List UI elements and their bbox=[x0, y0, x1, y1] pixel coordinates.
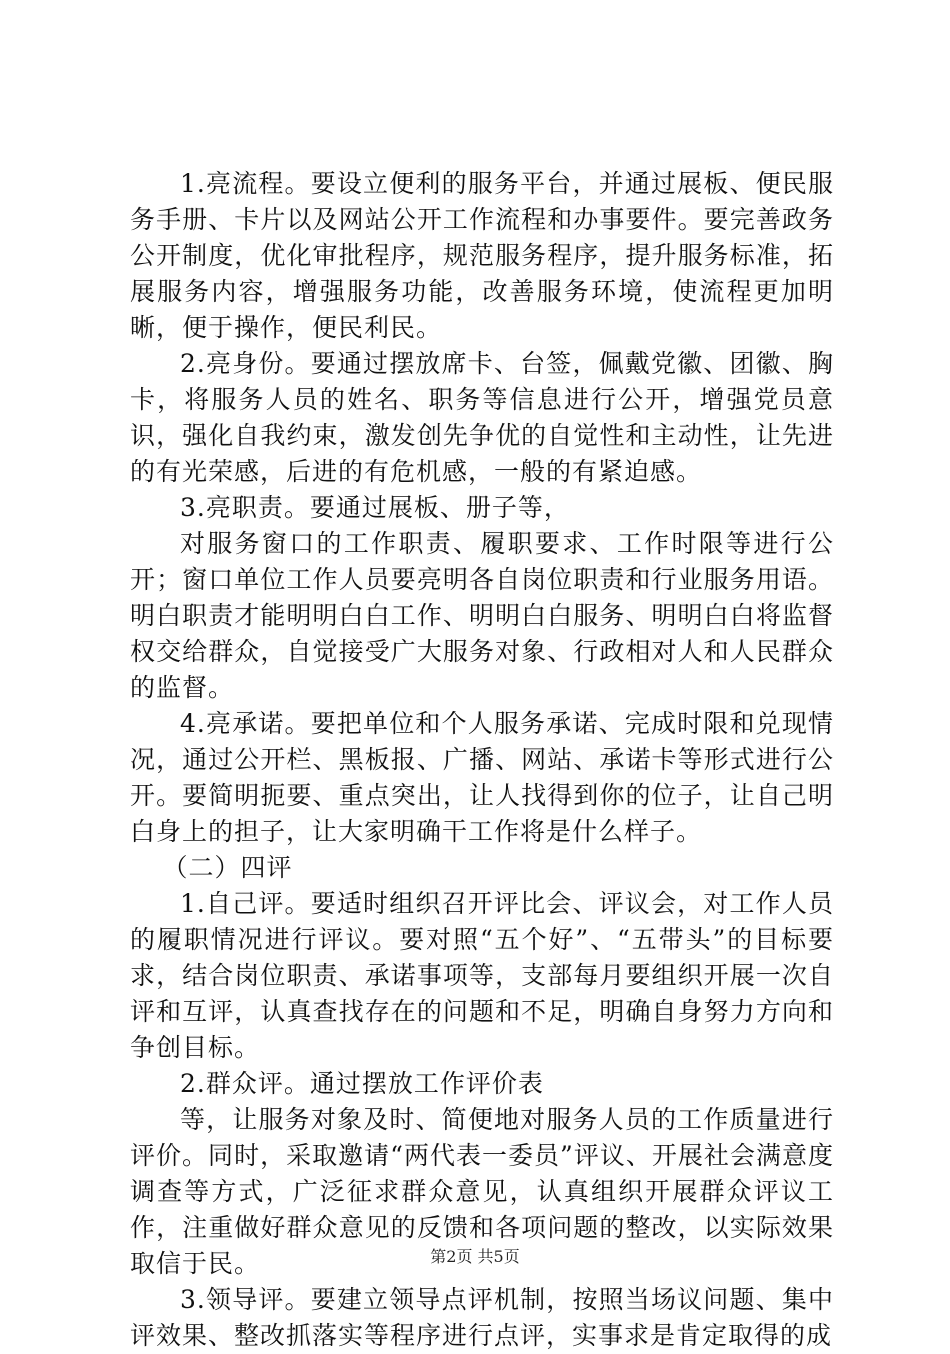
paragraph-liang-shenfen: 2.亮身份。要通过摆放席卡、台签，佩戴党徽、团徽、胸卡，将服务人员的姓名、职务等信息进行公开，增强党员意识，强化自我约束，激发创先争优的自觉性和主动性，让先进的有光荣感，后进的有危机感，一般的有紧迫感。 bbox=[130, 349, 834, 486]
paragraph-qunzhong-ping: 2.群众评。通过摆放工作评价表 bbox=[180, 1069, 544, 1098]
document-body bbox=[130, 166, 834, 1354]
paragraph-liang-liucheng: 1.亮流程。要设立便利的服务平台，并通过展板、便民服务手册、卡片以及网站公开工作流程和办事要件。要完善政务公开制度，优化审批程序，规范服务程序，提升服务标准，拓展服务内容，增强服务功能，改善服务环境，使流程更加明晰，便于操作，便民利民。 bbox=[130, 169, 834, 342]
paragraph-liang-chengnuo: 4.亮承诺。要把单位和个人服务承诺、完成时限和兑现情况，通过公开栏、黑板报、广播、网站、承诺卡等形式进行公开。要简明扼要、重点突出，让人找得到你的位子，让自己明白身上的担子，让大家明确干工作将是什么样子。 bbox=[130, 709, 834, 846]
page-number-footer: 第2页 共5页 bbox=[430, 1247, 520, 1266]
section-heading-siping: （二）四评 bbox=[162, 853, 293, 882]
paragraph-ziji-ping: 1.自己评。要适时组织召开评比会、评议会，对工作人员的履职情况进行评议。要对照“五个好”、“五带头”的目标要求，结合岗位职责、承诺事项等，支部每月要组织开展一次自评和互评，认真查找存在的问题和不足，明确自身努力方向和争创目标。 bbox=[130, 889, 834, 1062]
paragraph-qunzhong-continued: 等，让服务对象及时、简便地对服务人员的工作质量进行评价。同时，采取邀请“两代表一委员”评议、开展社会满意度调查等方式，广泛征求群众意见，认真组织开展群众评议工作，注重做好群众意见的反馈和各项问题的整改，以实际效果取信于民。 bbox=[130, 1105, 834, 1278]
paragraph-liang-zhize: 3.亮职责。要通过展板、册子等， bbox=[180, 493, 570, 522]
paragraph-lingdao-ping: 3.领导评。要建立领导点评机制，按照当场议问题、集中评效果、整改抓落实等程序进行点评，实事求是肯定取得的成 bbox=[130, 1285, 834, 1350]
paragraph-zhize-continued: 对服务窗口的工作职责、履职要求、工作时限等进行公开；窗口单位工作人员要亮明各自岗位职责和行业服务用语。明白职责才能明明白白工作、明明白白服务、明明白白将监督权交给群众，自觉接受广大服务对象、行政相对人和人民群众的监督。 bbox=[130, 529, 834, 702]
